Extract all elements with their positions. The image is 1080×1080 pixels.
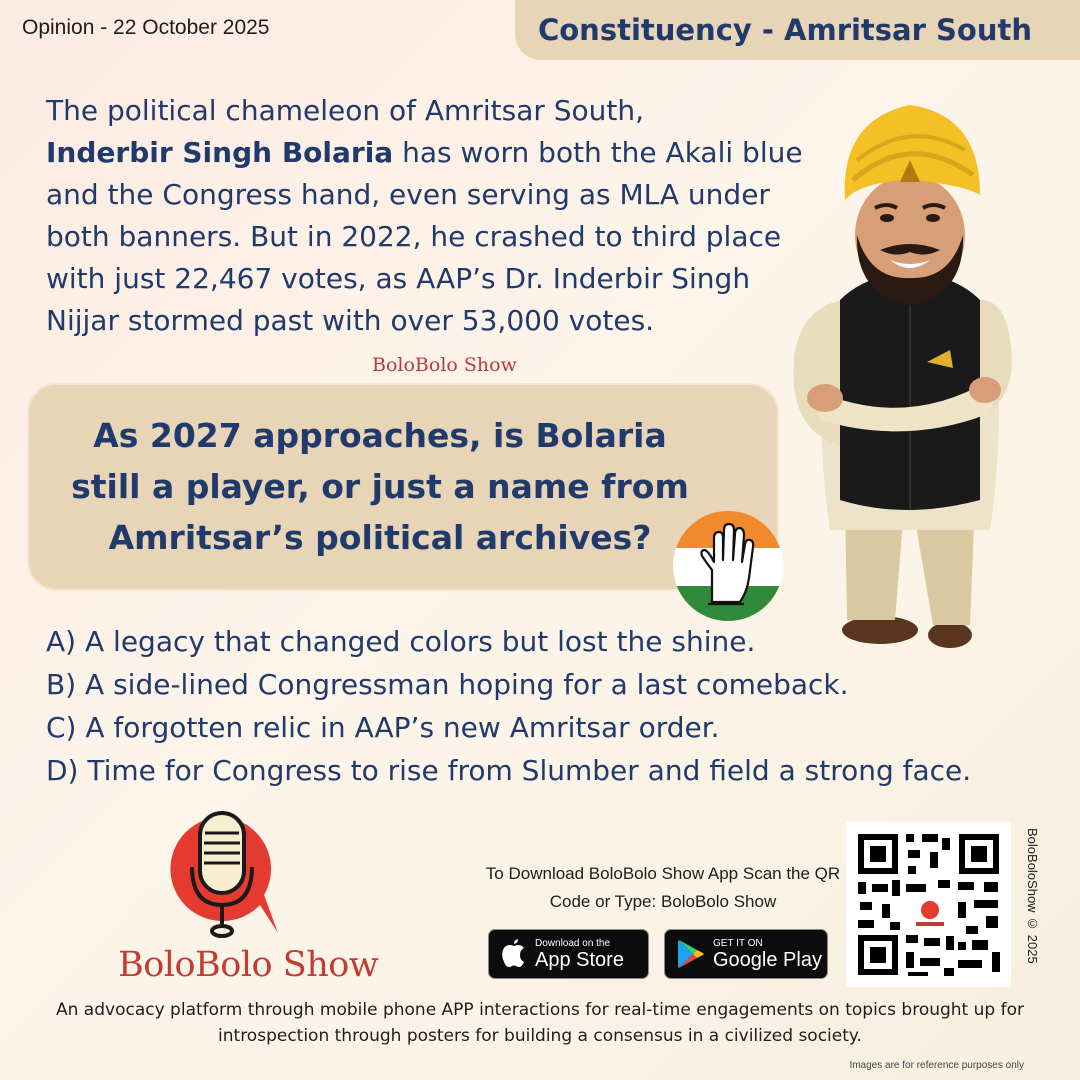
gplay-big-label: Google Play: [713, 948, 822, 971]
app-store-button[interactable]: [488, 929, 649, 979]
download-instructions: To Download BoloBolo Show App Scan the QR Code or Type: BoloBolo Show: [485, 864, 841, 911]
politician-caricature: [785, 100, 1025, 660]
intro-paragraph: [46, 90, 806, 342]
intro-lead: The political chameleon of Amritsar South,: [46, 94, 645, 127]
appstore-small-label: Download on the: [535, 937, 611, 949]
poll-question: As 2027 approaches, is Bolaria still a player, or just a name from Amritsar’s political archives?: [71, 416, 689, 557]
appstore-big-label: App Store: [535, 948, 624, 971]
option-a[interactable]: A) A legacy that changed colors but lost the shine.: [46, 625, 756, 658]
google-play-icon: [677, 939, 705, 969]
option-b[interactable]: B) A side-lined Congressman hoping for a last comeback.: [46, 668, 849, 701]
constituency-title: Constituency - Amritsar South: [537, 13, 1032, 47]
post-date: Opinion - 22 October 2025: [22, 16, 270, 39]
watermark: BoloBolo Show: [372, 354, 517, 376]
apple-icon: [501, 939, 527, 969]
brand-name: BoloBolo Show: [118, 945, 379, 985]
intro-rest: has worn both the Akali blue and the Congress hand, even serving as MLA under both banners. But in 2022, he crashed to third place with just 22,467 votes, as AAP’s Dr. Inderbir Singh Nijjar stormed past with over 53,000 votes.: [46, 136, 803, 337]
qr-code[interactable]: [846, 822, 1011, 987]
image-disclaimer: Images are for reference purposes only: [849, 1060, 1024, 1071]
option-d[interactable]: D) Time for Congress to rise from Slumber and field a strong face.: [46, 754, 972, 787]
footer-description: An advocacy platform through mobile phone APP interactions for real-time engagements on topics brought up for introspection through posters for building a consensus in a civilized society.: [56, 1000, 1024, 1046]
gplay-small-label: GET IT ON: [713, 937, 763, 949]
copyright-credit: BoloBoloShow © 2025: [1025, 828, 1040, 964]
google-play-button[interactable]: [664, 929, 828, 979]
congress-hand-icon: [672, 510, 784, 622]
candidate-name: Inderbir Singh Bolaria: [46, 136, 394, 169]
option-c[interactable]: C) A forgotten relic in AAP’s new Amritsar order.: [46, 711, 720, 744]
poll-options: [46, 620, 1046, 792]
microphone-speech-bubble-icon: [160, 805, 285, 955]
